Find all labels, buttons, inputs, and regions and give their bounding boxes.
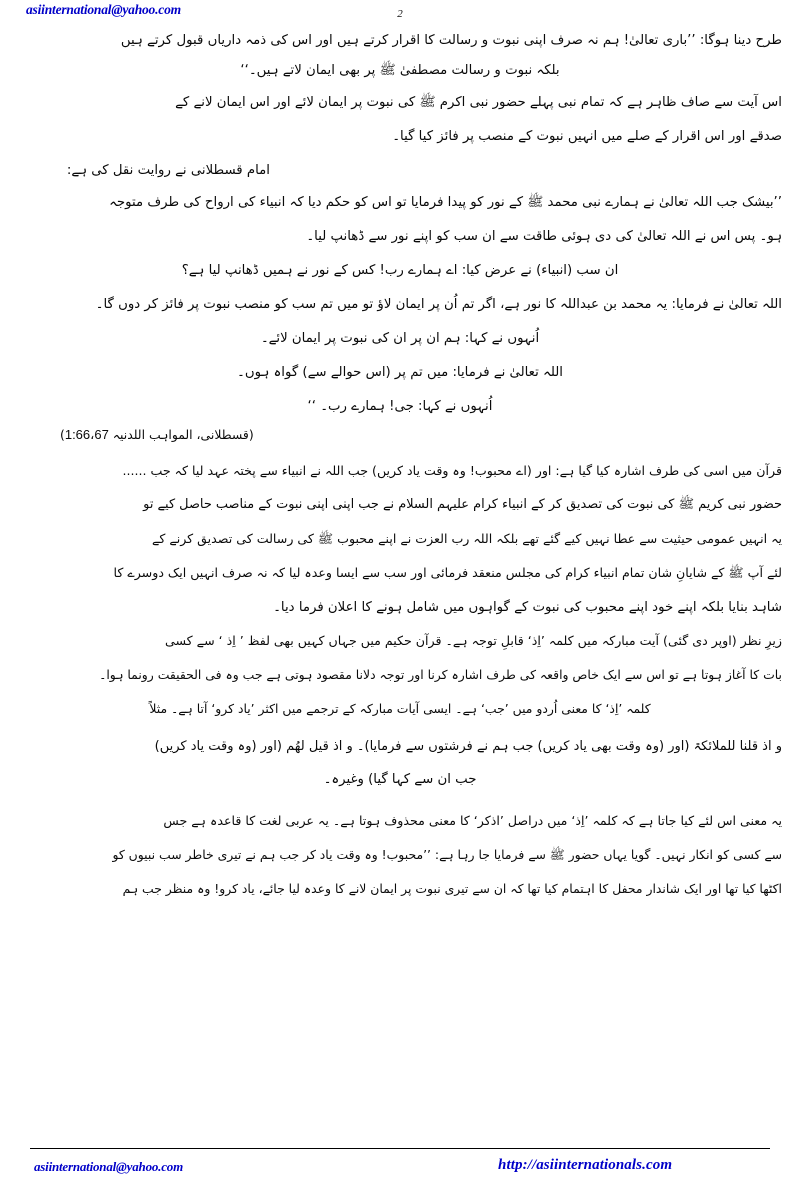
paragraph-hadith-quote (18, 192, 782, 427)
text-line: اللہ تعالیٰ نے فرمایا: میں تم پر (اس حوالے سے) گواہ ہوں۔ (237, 365, 563, 380)
citation-block (18, 427, 782, 457)
paragraph-quran-reference (18, 457, 782, 629)
document-body (18, 30, 782, 1090)
page-header (0, 0, 800, 30)
page-footer (0, 1148, 800, 1200)
citation-source: (قسطلانی، المواہب اللدنیہ (108, 427, 254, 442)
header-email-link[interactable]: asiinternational@yahoo.com (26, 2, 181, 17)
text-line: یہ انہیں عمومی حیثیت سے عطا نہیں کیے گئے تھے بلکہ اللہ رب العزت نے اپنے محبوب ﷺ کی رسالت کی تصدیق کرنے کے (151, 531, 782, 546)
footer-email-link[interactable]: asiinternational@yahoo.com (34, 1159, 183, 1174)
paragraph-word-idh (18, 629, 782, 733)
text-line: صدقے اور اس اقرار کے صلے میں انہیں نبوت کے منصب پر فائز کیا گیا۔ (392, 129, 782, 144)
text-line: حضور نبی کریم ﷺ کی نبوت کی تصدیق کر کے انبیاء کرام علیہم السلام نے جب اپنی اپنی نبوت کے مناصب حاصل کیے تو (143, 497, 782, 512)
text-line: اس آیت سے صاف ظاہر ہے کہ تمام نبی پہلے حضور نبی اکرم ﷺ کی نبوت پر ایمان لائے اور اس ایمان لانے کے (175, 95, 782, 110)
text-line: امام قسطلانی نے روایت نقل کی ہے: (66, 163, 270, 178)
citation-close-paren: ) (60, 427, 65, 442)
citation-reference (18, 427, 782, 443)
text-line: بات کا آغاز ہوتا ہے تو اس سے ایک خاص واقعہ کی طرف اشارہ کرنا اور توجہ دلانا مقصود ہوتی ہے جب وہ فی الحقیقت رونما ہوا۔ (99, 667, 782, 682)
text-line: یہ معنی اس لئے کیا جاتا ہے کہ کلمہ ’اِذ‘ میں دراصل ’اذکر‘ کا معنی محذوف ہوتا ہے۔ یہ عربی لغت کا قاعدہ ہے جس (163, 813, 782, 828)
text-line: لئے آپ ﷺ کے شایانِ شان تمام انبیاء کرام کی مجلس منعقد فرمائی اور سب سے ایسا وعدہ لیا کہ نہ صرف انہیں ایک دوسرے کا (113, 565, 782, 580)
paragraph-grammar-note (18, 805, 782, 915)
footer-divider (30, 1148, 770, 1149)
text-line: ان سب (انبیاء) نے عرض کیا: اے ہمارے رب! کس کے نور نے ہمیں ڈھانپ لیا ہے؟ (181, 263, 619, 278)
paragraph-arabic-examples (18, 733, 782, 805)
text-line: ہو۔ پس اس نے اللہ تعالیٰ کی دی ہوئی طاقت سے ان سب کو اپنے نور سے ڈھانپ لیا۔ (306, 229, 782, 244)
text-line: زیرِ نظر (اوپر دی گئی) آیت مبارکہ میں کلمہ ’اِذ‘ قابلِ توجہ ہے۔ قرآن حکیم میں جہاں کہیں بھی لفظ ’ اِذ ‘ سے کسی (164, 633, 782, 648)
text-line: اللہ تعالیٰ نے فرمایا: یہ محمد بن عبداللہ کا نور ہے، اگر تم اُن پر ایمان لاؤ تو میں تم سب کو منصب نبوت پر فائز کر دوں گا۔ (95, 297, 782, 312)
arabic-example-line: و اذ قلنا للملائکۃ (اور (وہ وقت بھی یاد کریں) جب ہم نے فرشتوں سے فرمایا)۔ و اذ قیل لھُم (اور (وہ وقت یاد کریں) (154, 739, 782, 754)
text-line: کلمہ ’اِذ‘ کا معنی اُردو میں ’جب‘ ہے۔ ایسی آیات مبارکہ کے ترجمے میں اکثر ’یاد کرو‘ آتا ہے۔ مثلاً (149, 701, 651, 716)
text-line: اُنہوں نے کہا: جی! ہمارے رب۔ ‘‘ (307, 399, 493, 414)
paragraph-explanation (18, 92, 782, 192)
text-line: شاہد بنایا بلکہ اپنے خود اپنے محبوب کی نبوت کے گواہوں میں شامل ہونے کا اعلان فرما دیا۔ (273, 600, 782, 615)
text-line: سے کسی کو انکار نہیں۔ گویا یہاں حضور ﷺ سے فرمایا جا رہا ہے: ’’محبوب! وہ وقت یاد کر جب ہم نے تیری خاطر سب نبیوں کو (112, 847, 782, 862)
citation-page-numbers: 1:66،67 (64, 427, 109, 442)
text-line: اکٹھا کیا تھا اور ایک شاندار محفل کا اہتمام کیا تھا کہ ان سے تیری نبوت پر ایمان لانے کا وعدہ لیا جائے، یاد کرو! وہ منظر جب ہم (122, 881, 782, 896)
footer-website-link[interactable]: http://asiinternationals.com (498, 1157, 673, 1173)
paragraph-quote-continuation (18, 30, 782, 92)
text-line: ’’بیشک جب اللہ تعالیٰ نے ہمارے نبی محمد ﷺ کے نور کو پیدا فرمایا تو اس کو حکم دیا کہ انبیاء کی ارواح کی طرف متوجہ (109, 195, 782, 210)
text-line: قرآن میں اسی کی طرف اشارہ کیا گیا ہے: اور (اے محبوب! وہ وقت یاد کریں) جب اللہ نے انبیاء سے پختہ عہد لیا کہ جب ...... (122, 463, 782, 478)
page-number: 2 (397, 8, 403, 20)
text-line: بلکہ نبوت و رسالت مصطفیٰ ﷺ پر بھی ایمان لاتے ہیں۔‘‘ (240, 63, 560, 78)
text-line: اُنہوں نے کہا: ہم ان پر ان کی نبوت پر ایمان لائے۔ (260, 331, 540, 346)
text-line: جب ان سے کہا گیا) وغیرہ۔ (323, 772, 477, 787)
text-line: طرح دینا ہوگا: ’’باری تعالیٰ! ہم نہ صرف اپنی نبوت و رسالت کا اقرار کرتے ہیں اور اس کی ذمہ داریاں قبول کرتے ہیں (120, 33, 782, 48)
